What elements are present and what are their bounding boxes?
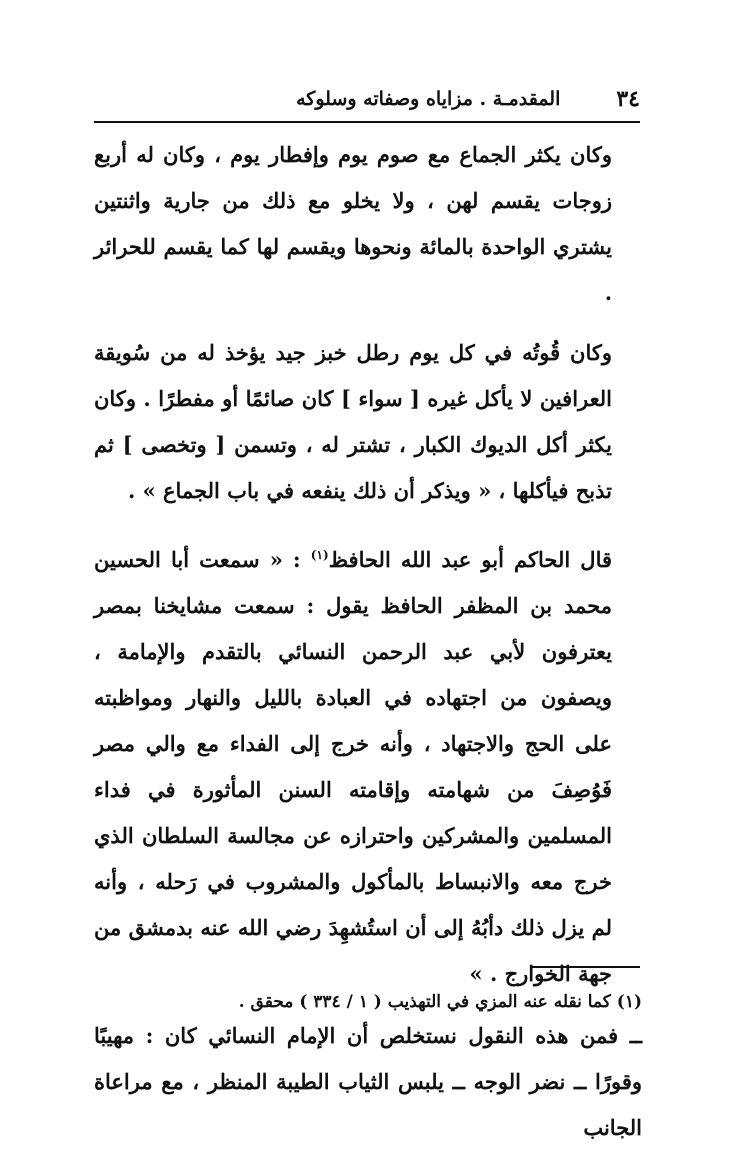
paragraph-4: ــ فمن هذه النقول نستخلص أن الإمام النسائي كان : مهيبًا وقورًا ــ نضر الوجه ــ يلبس الثياب الطيبة المنظر ، مع مراعاة الجانب: [94, 1023, 642, 1140]
footnote-rule: [532, 966, 640, 968]
paragraph-3-start: قال الحاكم أبو عبد الله الحافظ: [328, 547, 613, 572]
paragraph-3: [94, 532, 642, 997]
page-number: ٣٤: [616, 86, 640, 112]
paragraph-2: وكان قُوتُه في كل يوم رطل خبز جيد يؤخذ له من سُويقة العرافين لا يأكل غيره [ سواء ] كان صائمًا أو مفطرًا . وكان يكثر أكل الديوك الكبار ، تشتر له ، وتسمن [ وتخصى ] ثم تذبح فيأكلها ، « ويذكر أن ذلك ينفعه في باب الجماع » .: [94, 340, 612, 503]
running-title: المقدمـة . مزاياه وصفاته وسلوكه: [296, 88, 561, 110]
paragraph-3-quote-start: : « سمعت أبا الحسين: [94, 547, 311, 572]
footnote-reference: (١): [310, 548, 329, 562]
paragraph-1: وكان يكثر الجماع مع صوم يوم وإفطار يوم ، وكان له أربع زوجات يقسم لهن ، ولا يخلو مع ذلك من جارية واثنتين يشتري الواحدة بالمائة ونحوها ويقسم لها كما يقسم للحرائر .: [94, 142, 612, 305]
footnote: (١) كما نقله عنه المزي في التهذيب ( ١ / ٣٣٤ ) محقق .: [238, 992, 642, 1012]
page-header: [94, 82, 640, 116]
header-rule: [94, 121, 640, 123]
paragraph-3-rest: محمد بن المظفر الحافظ يقول : سمعت مشايخنا بمصر يعترفون لأبي عبد الرحمن النسائي بالتقدم والإمامة ، ويصفون من اجتهاده في العبادة بالليل والنهار ومواظبته على الحج والاجتهاد ، وأنه خرج إلى الفداء مع والي مصر فَوُصِفَ من شهامته وإقامته السنن المأثورة في فداء المسلمين والمشركين واحترازه عن مجالسة السلطان الذي خرج معه والانبساط بالمأكول والمشروب في رَحله ، وأنه لم يزل ذلك دأبُهُ إلى أن استُشهِدَ رضي الله عنه بدمشق من جهة الخوارج . »: [94, 593, 612, 986]
